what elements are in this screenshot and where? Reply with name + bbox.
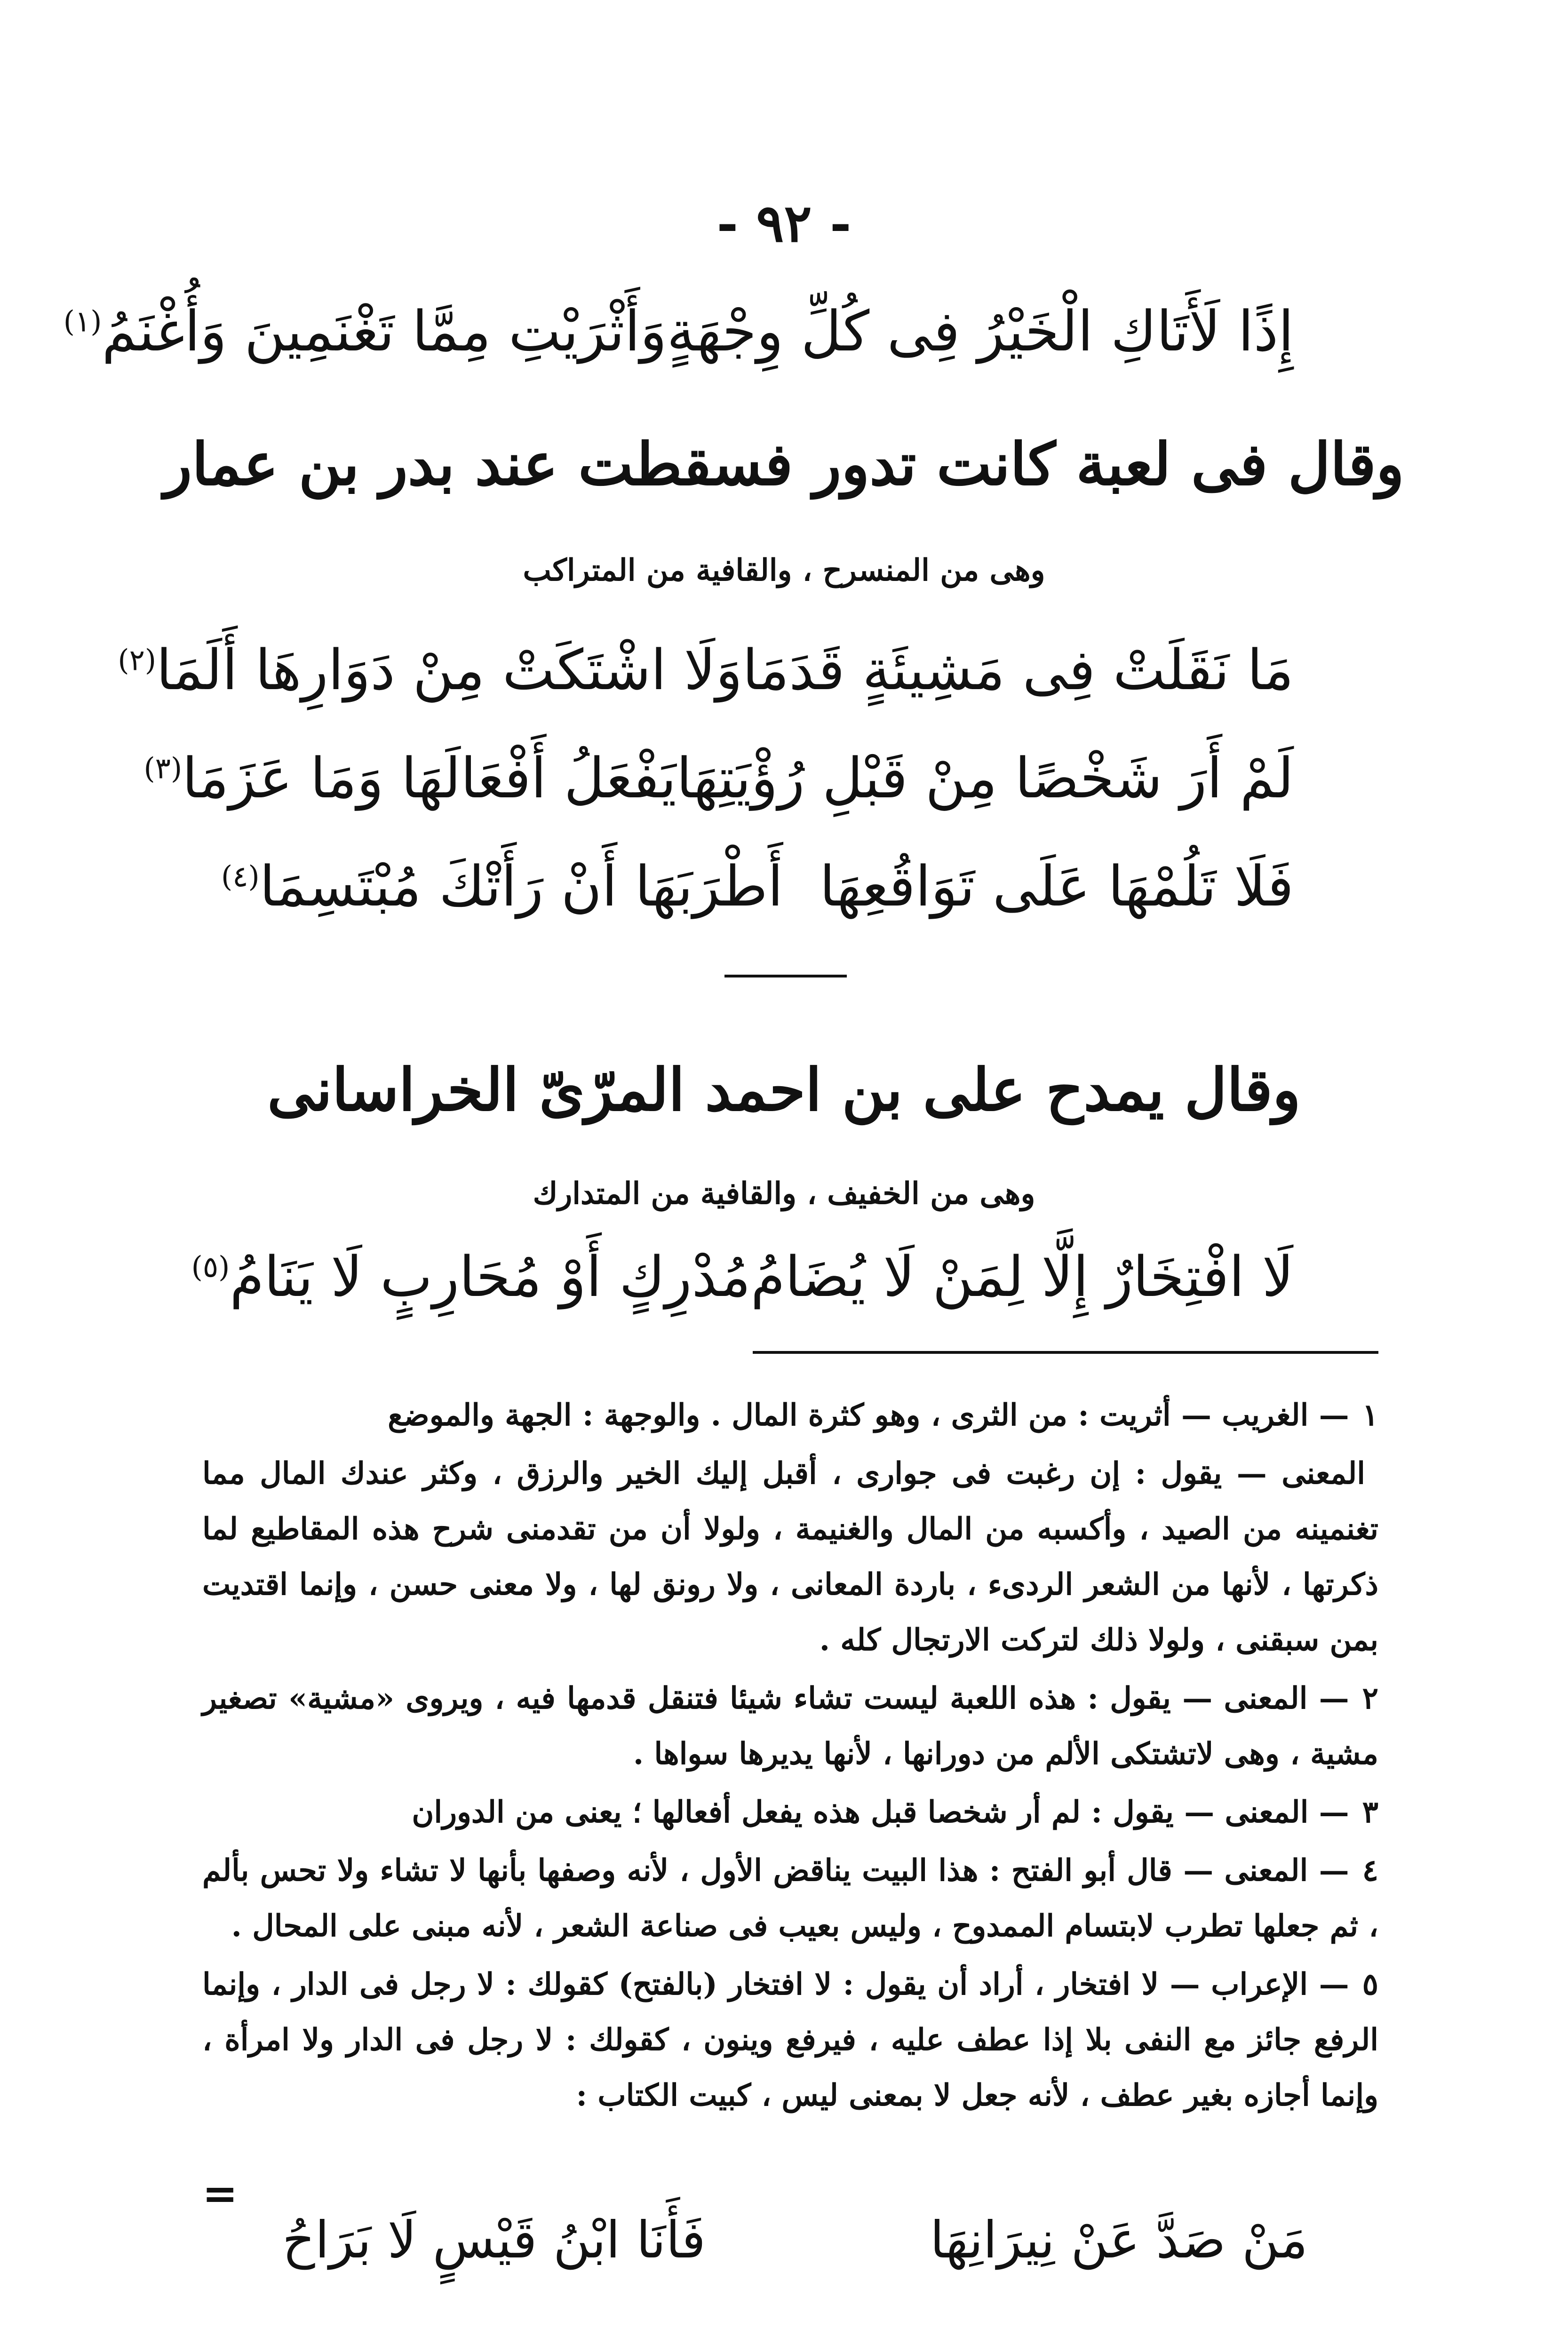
continuation-mark: =	[202, 2169, 238, 2218]
verse	[118, 637, 1294, 702]
footnote-marker: (٤)	[221, 859, 260, 894]
footnote-text: المعنى — يقول : إن رغبت فى جوارى ، أقبل إليك الخير والرزق ، وكثر عندك المال مما تغنمينه من الصيد ، وأكسبه من المال والغنيمة ، ولولا أن من تقدمنى شرح هذه المقاطيع لما ذكرتها ، لأنها من الشعر الردىء ، باردة المعانى ، ولا رونق لها ، ولا معنى حسن ، وإنما اقتديت بمن سبقنى ، ولولا ذلك لتركت الارتجال كله .	[202, 1456, 1379, 1658]
verse-first-hemistich: إِذًا لَأَتَاكِ الْخَيْرُ فِى كُلِّ وِجْهَةٍ	[667, 299, 1294, 364]
page-number: - ٩٢ -	[716, 193, 852, 254]
footnote-text: — المعنى — يقول : هذه اللعبة ليست تشاء شيئا فتنقل قدمها فيه ، ويروى «مشية» تصغير مشية ، وهى لاتشتكى الألم من دورانها ، لأنها يديرها سواها .	[202, 1681, 1378, 1772]
footnote-number: ١	[1362, 1398, 1378, 1433]
footnote	[202, 1843, 1378, 1954]
verse-first-hemistich: لَمْ أَرَ شَخْصًا مِنْ قَبْلِ رُؤْيَتِهَا	[676, 746, 1294, 810]
footnote-marker: (٣)	[143, 751, 183, 786]
verse-second-hemistich: فَأَنَا ابْنُ قَيْسٍ لَا بَرَاحُ	[282, 2211, 706, 2270]
verse-second-hemistich: مُدْرِكٍ أَوْ مُحَارِبٍ لَا يَنَامُ$^{(٥)}$	[191, 1244, 751, 1309]
footnote-number: ٤	[1362, 1853, 1378, 1888]
footnote-text: — الإعراب — لا افتخار ، أراد أن يقول : لا افتخار (بالفتح) كقولك : لا رجل فى الدار ، وإنما الرفع جائز مع النفى بلا إذا عطف عليه ، فيرفع وينون ، كقولك : لا رجل فى الدار ولا امرأة ، وإنما أجازه بغير عطف ، لأنه جعل لا بمعنى ليس ، كبيت الكتاب :	[202, 1967, 1378, 2113]
verse-second-hemistich: وَأَثْرَيْتِ مِمَّا تَغْنَمِينَ وَأُغْنَمُ$^{(١)}$	[63, 299, 667, 364]
verse-first-hemistich: فَلَا تَلُمْهَا عَلَى تَوَاقُعِهَا	[820, 854, 1294, 919]
footnote	[202, 1785, 1378, 1840]
footnote-marker: (٥)	[191, 1249, 230, 1284]
verse-second-hemistich: أَطْرَبَهَا أَنْ رَأَتْكَ مُبْتَسِمَا$^{(٤)}$	[221, 854, 783, 919]
footnote-text: — المعنى — قال أبو الفتح : هذا البيت يناقض الأول ، لأنه وصفها بأنها لا تشاء ولا تحس بألم ، ثم جعلها تطرب لابتسام الممدوح ، وليس بعيب فى صناعة الشعر ، لأنه مبنى على المحال .	[202, 1853, 1378, 1944]
footnote-marker: (٢)	[118, 643, 157, 677]
quoted-verse	[282, 2211, 1308, 2270]
verse-first-hemistich: مَنْ صَدَّ عَنْ نِيرَانِهَا	[930, 2211, 1308, 2270]
verse-top	[63, 299, 1294, 364]
verse	[221, 856, 1294, 917]
footnote	[202, 1446, 1378, 1668]
verse	[143, 746, 1294, 810]
footnote	[202, 1671, 1378, 1782]
section-heading: وقال يمدح على بن احمد المرّىّ الخراسانى	[267, 1056, 1301, 1124]
section-heading: وقال فى لعبة كانت تدور فسقطت عند بدر بن عمار	[164, 430, 1404, 499]
footnote-text: — الغريب — أثريت : من الثرى ، وهو كثرة المال . والوجهة : الجهة والموضع	[388, 1398, 1349, 1433]
verse-first-hemistich: لَا افْتِخَارٌ إِلَّا لِمَنْ لَا يُضَامُ	[750, 1244, 1294, 1309]
verse-first-hemistich: مَا نَقَلَتْ فِى مَشِيئَةٍ قَدَمَا	[742, 637, 1294, 702]
verse-second-hemistich: يَفْعَلُ أَفْعَالَهَا وَمَا عَزَمَا$^{(٣)}$	[143, 746, 677, 810]
meter-note: وهى من الخفيف ، والقافية من المتدارك	[533, 1176, 1035, 1211]
verse	[191, 1244, 1294, 1309]
footnote-marker: (١)	[63, 304, 102, 339]
footnote	[202, 1388, 1378, 1443]
footnote-number: ٣	[1362, 1795, 1378, 1830]
meter-note: وهى من المنسرح ، والقافية من المتراكب	[523, 553, 1045, 588]
footnote-text: — المعنى — يقول : لم أر شخصا قبل هذه يفعل أفعالها ؛ يعنى من الدوران	[412, 1795, 1349, 1830]
footnotes	[202, 1388, 1378, 2126]
footnote-number: ٢	[1362, 1681, 1378, 1716]
verse-second-hemistich: وَلَا اشْتَكَتْ مِنْ دَوَارِهَا أَلَمَا$^{(٢)}$	[118, 637, 743, 702]
footnote	[202, 1957, 1378, 2123]
section-divider	[724, 975, 847, 977]
footnote-number: ٥	[1362, 1967, 1378, 2002]
footnote-rule	[753, 1351, 1378, 1354]
